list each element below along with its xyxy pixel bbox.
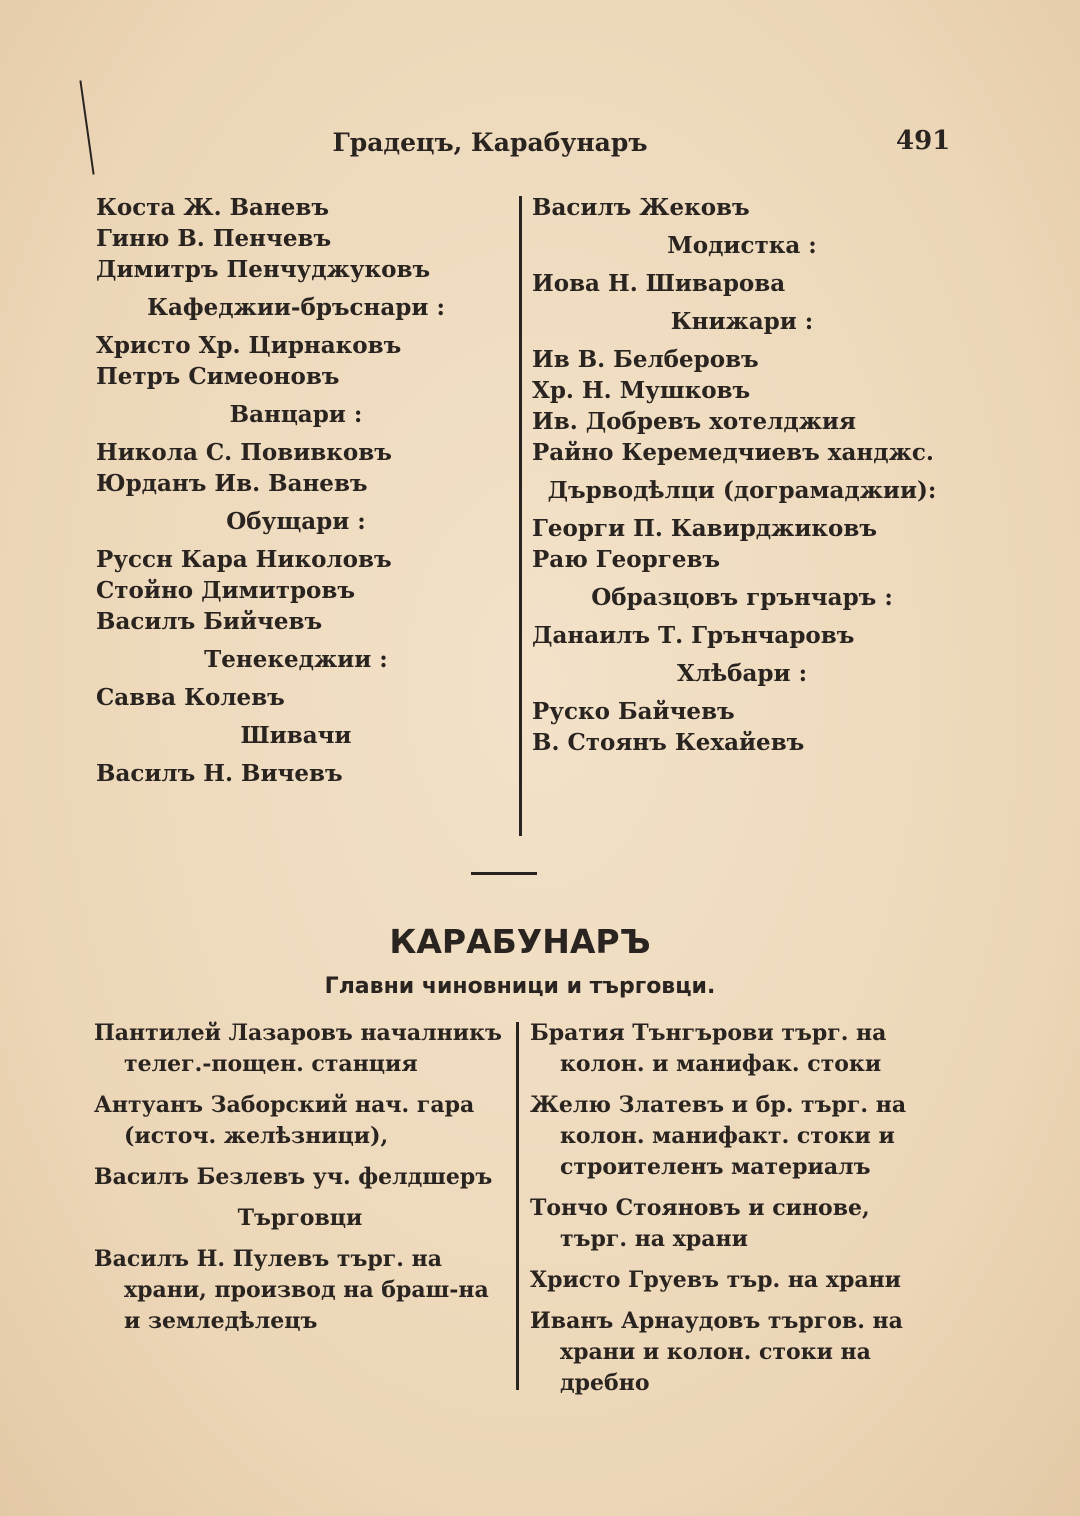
category-heading: Дърводѣлци (дограмаджии): (547, 477, 937, 504)
category-heading: Търговци (237, 1205, 363, 1231)
directory-entry (94, 1090, 506, 1152)
directory-entry (530, 1306, 944, 1399)
directory-entry (530, 1265, 944, 1296)
directory-entry: Райно Керемедчиевъ ханджс. (532, 439, 934, 466)
category-heading: Книжари : (670, 308, 814, 335)
entry-description: колон. манифакт. стоки и строителенъ материалъ (560, 1123, 895, 1180)
entry-name: Желю Златевъ и бр. търг. на (530, 1092, 907, 1118)
category-heading: Хлѣбари : (676, 660, 808, 687)
entry-name: Василъ Безлевъ уч. фелдшеръ (94, 1164, 493, 1190)
entry-description: храни и колон. стоки на дребно (560, 1339, 871, 1396)
directory-entry: Василъ Бийчевъ (96, 608, 323, 635)
directory-entry (530, 1090, 944, 1183)
entry-description: (источ. желѣзници), (124, 1123, 389, 1149)
directory-entry (530, 1018, 944, 1080)
directory-entry (94, 1244, 506, 1337)
directory-entry: Раю Георгевъ (532, 546, 721, 573)
directory-entry: Стойно Димитровъ (96, 577, 355, 604)
directory-entry: Христо Хр. Цирнаковъ (96, 332, 402, 359)
section-title: КАРАБУНАРЪ (389, 922, 651, 961)
directory-entry: Петръ Симеоновъ (96, 363, 340, 390)
category-heading: Шивачи (240, 722, 352, 749)
directory-entry: Коста Ж. Ваневъ (96, 194, 330, 221)
entry-name: Иванъ Арнаудовъ търгов. на (530, 1308, 903, 1334)
category-heading: Кафеджии-бръснари : (147, 294, 445, 321)
directory-entry: Ив В. Белберовъ (532, 346, 759, 373)
category-heading: Ванцари : (229, 401, 363, 428)
section-divider-rule (471, 872, 537, 875)
page-number: 491 (896, 126, 951, 156)
directory-entry: Гиню В. Пенчевъ (96, 225, 332, 252)
directory-entry: Руско Байчевъ (532, 698, 735, 725)
directory-entry: Никола С. Повивковъ (96, 439, 392, 466)
directory-entry: Данаилъ Т. Грънчаровъ (532, 622, 855, 649)
bottom-right-column (530, 1018, 944, 1409)
top-column-divider (519, 196, 522, 836)
entry-name: Братия Тънгърови търг. на (530, 1020, 887, 1046)
entry-name: Тончо Стояновъ и синове, (530, 1195, 870, 1221)
entry-name: Христо Груевъ тър. на храни (530, 1267, 902, 1293)
bottom-left-column (94, 1018, 506, 1347)
entry-name: Антуанъ Заборский нач. гара (94, 1092, 475, 1118)
category-heading: Обущари : (226, 508, 366, 535)
directory-entry (530, 1193, 944, 1255)
entry-description: телег.-пощен. станция (124, 1051, 418, 1077)
directory-entry: Юрданъ Ив. Ваневъ (96, 470, 368, 497)
entry-name: Василъ Н. Пулевъ търг. на (94, 1246, 442, 1272)
directory-entry: Георги П. Кавирджиковъ (532, 515, 877, 542)
directory-entry: Иова Н. Шиварова (532, 270, 786, 297)
category-heading: Тенекеджии : (204, 646, 388, 673)
top-left-column (96, 192, 496, 789)
directory-entry: В. Стоянъ Кехайевъ (532, 729, 805, 756)
entry-description: търг. на храни (560, 1226, 748, 1252)
entry-name: Пантилей Лазаровъ началникъ (94, 1020, 502, 1046)
page-title: Градецъ, Карабунаръ (332, 128, 648, 157)
directory-entry (94, 1018, 506, 1080)
directory-entry: Руссн Кара Николовъ (96, 546, 392, 573)
top-right-column (532, 192, 952, 758)
entry-description: колон. и манифак. стоки (560, 1051, 882, 1077)
directory-entry: Ив. Добревъ хотелджия (532, 408, 856, 435)
directory-entry: Хр. Н. Мушковъ (532, 377, 751, 404)
directory-entry: Василъ Н. Вичевъ (96, 760, 343, 787)
section-subtitle: Главни чиновници и търговци. (324, 974, 716, 999)
category-heading: Образцовъ грънчаръ : (591, 584, 893, 611)
bottom-column-divider (516, 1022, 519, 1390)
directory-entry: Савва Колевъ (96, 684, 285, 711)
entry-description: храни, производ на браш-на и земледѣлецъ (124, 1277, 489, 1334)
directory-entry: Василъ Жековъ (532, 194, 750, 221)
category-heading: Модистка : (667, 232, 817, 259)
directory-entry (94, 1162, 506, 1193)
directory-entry: Димитръ Пенчуджуковъ (96, 256, 431, 283)
